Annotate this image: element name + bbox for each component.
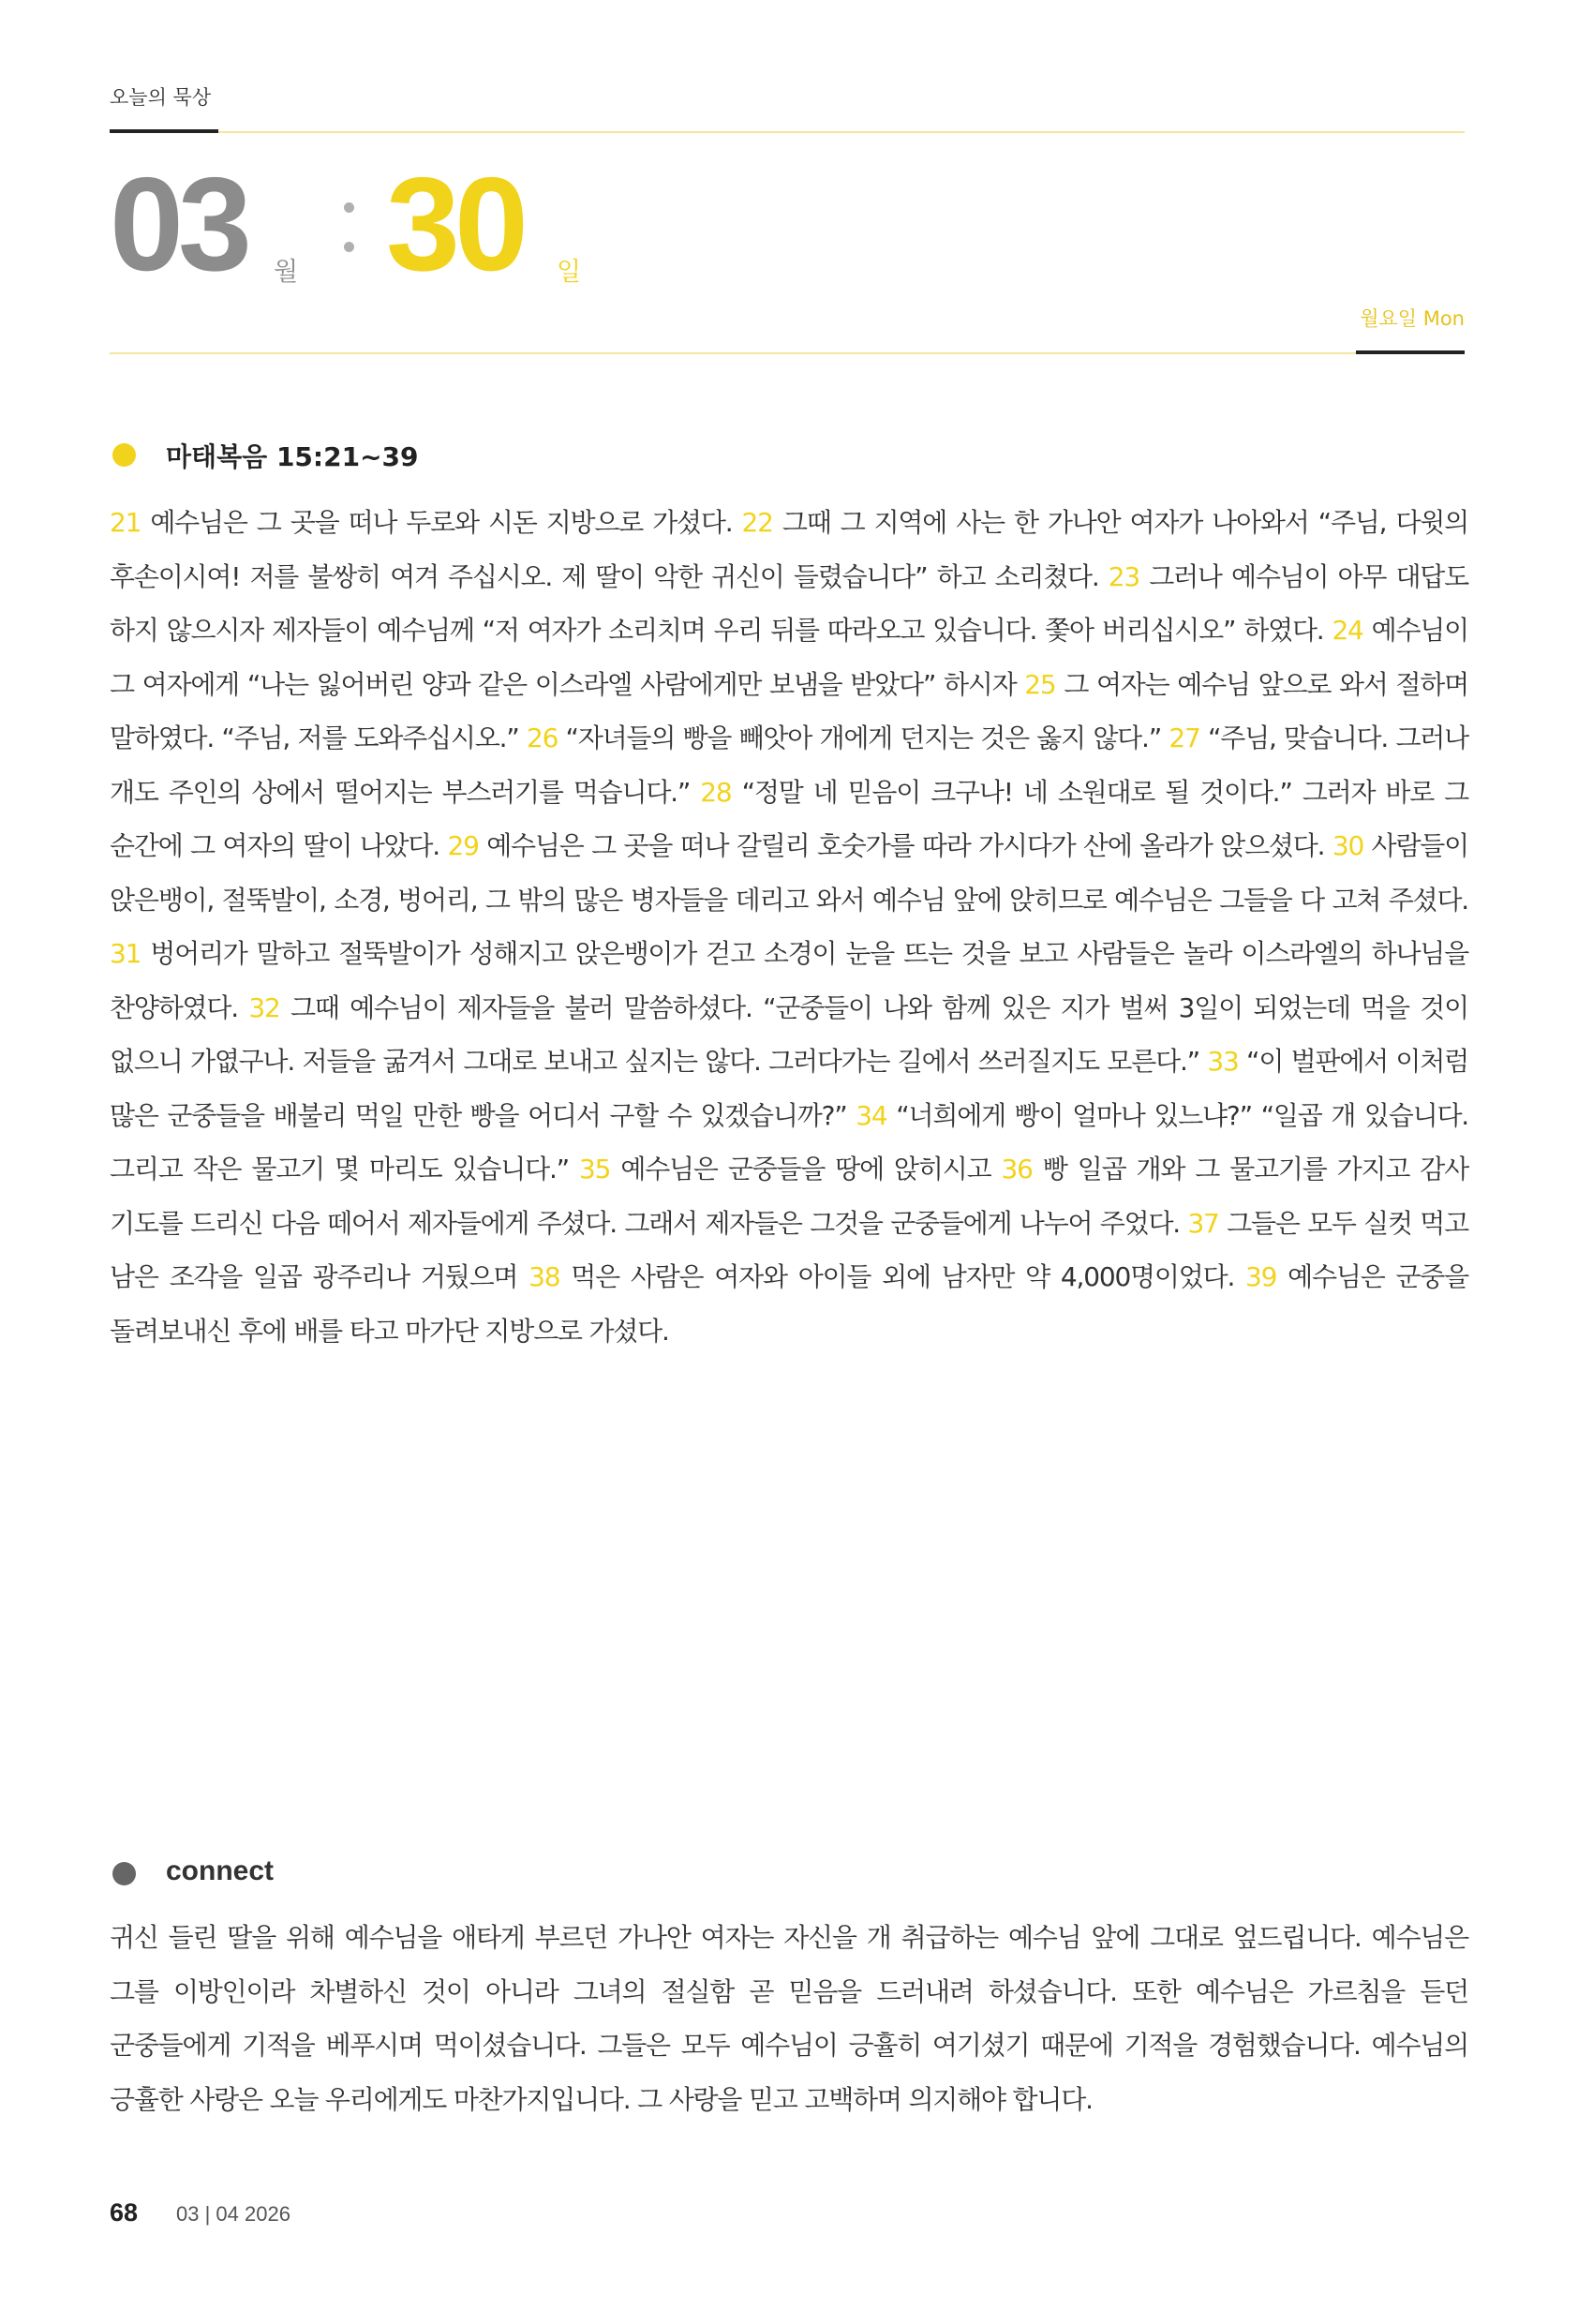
verse-number: 26 bbox=[526, 723, 558, 753]
scripture-bullet-icon bbox=[112, 443, 136, 467]
verse-number: 30 bbox=[1332, 830, 1364, 861]
connect-title: connect bbox=[166, 1855, 275, 1886]
verse-number: 28 bbox=[700, 776, 732, 808]
verse-number: 32 bbox=[248, 991, 280, 1023]
verse-text: 그때 예수님이 제자들을 불러 말씀하셨다. “군중들이 나와 함께 있은 지가 벌써 3일이 되었는데 먹을 것이 없으니 가엾구나. 저들을 굶겨서 그대로 보내고 싶지는 않다. 그러다가는 길에서 쓰러질지도 모른다.” bbox=[110, 991, 1468, 1077]
verse-text: 예수님은 군중을 돌려보내신 후에 배를 타고 마가단 지방으로 가셨다. bbox=[110, 1261, 1468, 1347]
section-label: 오늘의 묵상 bbox=[110, 86, 212, 109]
date-display bbox=[110, 150, 953, 300]
verse-text: 사람들이 앉은뱅이, 절뚝발이, 소경, 벙어리, 그 밖의 많은 병자들을 데리고 와서 예수님 앞에 앉히므로 예수님은 그들을 다 고쳐 주셨다. bbox=[110, 830, 1469, 916]
verse-text: “이 벌판에서 이처럼 많은 군중들을 배불리 먹일 만한 빵을 어디서 구할 수 있겠습니까?” bbox=[110, 1046, 1468, 1131]
verse-text: “정말 네 믿음이 크구나! 네 소원대로 될 것이다.” 그러자 바로 그 순간에 그 여자의 딸이 나았다. bbox=[110, 776, 1468, 861]
verse-text: “자녀들의 빵을 빼앗아 개에게 던지는 것은 옳지 않다.” bbox=[558, 723, 1169, 753]
verse-text: “주님, 맞습니다. 그러나 개도 주인의 상에서 떨어지는 부스러기를 먹습니다.” bbox=[110, 723, 1468, 808]
scripture-passage bbox=[110, 496, 1468, 1358]
month-number: 03 bbox=[110, 150, 246, 299]
verse-text: 예수님은 그 곳을 떠나 두로와 시돈 지방으로 가셨다. bbox=[141, 507, 742, 538]
verse-text: 먹은 사람은 여자와 아이들 외에 남자만 약 4,000명이었다. bbox=[559, 1261, 1246, 1292]
verse-number: 36 bbox=[1001, 1154, 1033, 1184]
verse-number: 38 bbox=[528, 1261, 560, 1292]
verse-text: 벙어리가 말하고 절뚝발이가 성해지고 앉은뱅이가 걷고 소경이 눈을 뜨는 것을 보고 사람들은 놀라 이스라엘의 하나님을 찬양하였다. bbox=[110, 938, 1468, 1023]
weekday-label: 월요일 Mon bbox=[1360, 307, 1465, 330]
verse-number: 31 bbox=[110, 938, 141, 969]
verse-number: 34 bbox=[856, 1099, 887, 1131]
connect-bullet-icon bbox=[112, 1862, 136, 1885]
verse-text: 그들은 모두 실컷 먹고 남은 조각을 일곱 광주리나 거뒀으며 bbox=[110, 1207, 1469, 1292]
verse-number: 25 bbox=[1024, 668, 1056, 700]
month-unit: 월 bbox=[274, 258, 299, 287]
verse-number: 23 bbox=[1108, 560, 1140, 592]
connect-body: 귀신 들린 딸을 위해 예수님을 애타게 부르던 가나안 여자는 자신을 개 취급하는 예수님 앞에 그대로 엎드립니다. 예수님은 그를 이방인이라 차별하신 것이 아니라 그녀의 절실함 곧 믿음을 드러내려 하셨습니다. 또한 예수님은 가르침을 듣던 군중들에게 기적을 베푸시며 먹이셨습니다. 그들은 모두 예수님이 긍휼히 여기셨기 때문에 기적을 경험했습니다. 예수님의 긍휼한 사랑은 오늘 우리에게도 마찬가지입니다. 그 사랑을 믿고 고백하며 의지해야 합니다. bbox=[110, 1922, 1468, 2115]
verse-number: 24 bbox=[1332, 615, 1363, 646]
verse-number: 33 bbox=[1207, 1046, 1239, 1077]
verse-text: 빵 일곱 개와 그 물고기를 가지고 감사 기도를 드리신 다음 떼어서 제자들에게 주셨다. 그래서 제자들은 그것을 군중들에게 나누어 주었다. bbox=[110, 1154, 1468, 1239]
date-rule-dark bbox=[1356, 350, 1465, 354]
verse-number: 27 bbox=[1169, 723, 1200, 753]
verse-text: 예수님은 그 곳을 떠나 갈릴리 호숫가를 따라 가시다가 산에 올라가 앉으셨다. bbox=[478, 830, 1332, 861]
day-number: 30 bbox=[386, 150, 523, 299]
header-rule-yellow bbox=[218, 131, 1465, 133]
issue-date: 03 | 04 2026 bbox=[176, 2202, 290, 2226]
colon-dot-top bbox=[344, 202, 354, 213]
verse-text: 그러나 예수님이 아무 대답도 하지 않으시자 제자들이 예수님께 “저 여자가 소리치며 우리 뒤를 따라오고 있습니다. 쫓아 버리십시오” 하였다. bbox=[110, 560, 1468, 646]
verse-number: 29 bbox=[447, 830, 479, 861]
verse-text: 그때 그 지역에 사는 한 가나안 여자가 나아와서 “주님, 다윗의 후손이시여! 저를 불쌍히 여겨 주십시오. 제 딸이 악한 귀신이 들렸습니다” 하고 소리쳤다. bbox=[110, 507, 1468, 592]
verse-number: 22 bbox=[741, 507, 773, 538]
scripture-reference: 마태복음 15:21~39 bbox=[166, 441, 419, 472]
verse-text: 그 여자는 예수님 앞으로 와서 절하며 말하였다. “주님, 저를 도와주십시오.” bbox=[110, 668, 1468, 753]
page-number: 68 bbox=[110, 2198, 139, 2227]
verse-text: “너희에게 빵이 얼마나 있느냐?” “일곱 개 있습니다. 그리고 작은 물고기 몇 마리도 있습니다.” bbox=[110, 1099, 1468, 1184]
header-rule-dark bbox=[110, 129, 218, 133]
verse-number: 39 bbox=[1245, 1261, 1277, 1292]
verse-text: 예수님은 군중들을 땅에 앉히시고 bbox=[610, 1154, 1002, 1184]
verse-number: 35 bbox=[579, 1154, 611, 1184]
colon-dot-bottom bbox=[344, 242, 354, 252]
day-unit: 일 bbox=[557, 258, 582, 287]
date-rule-yellow bbox=[110, 352, 1356, 354]
verse-text: 예수님이 그 여자에게 “나는 잃어버린 양과 같은 이스라엘 사람에게만 보냄을 받았다” 하시자 bbox=[110, 615, 1469, 700]
verse-number: 21 bbox=[110, 507, 141, 538]
verse-number: 37 bbox=[1187, 1207, 1219, 1239]
